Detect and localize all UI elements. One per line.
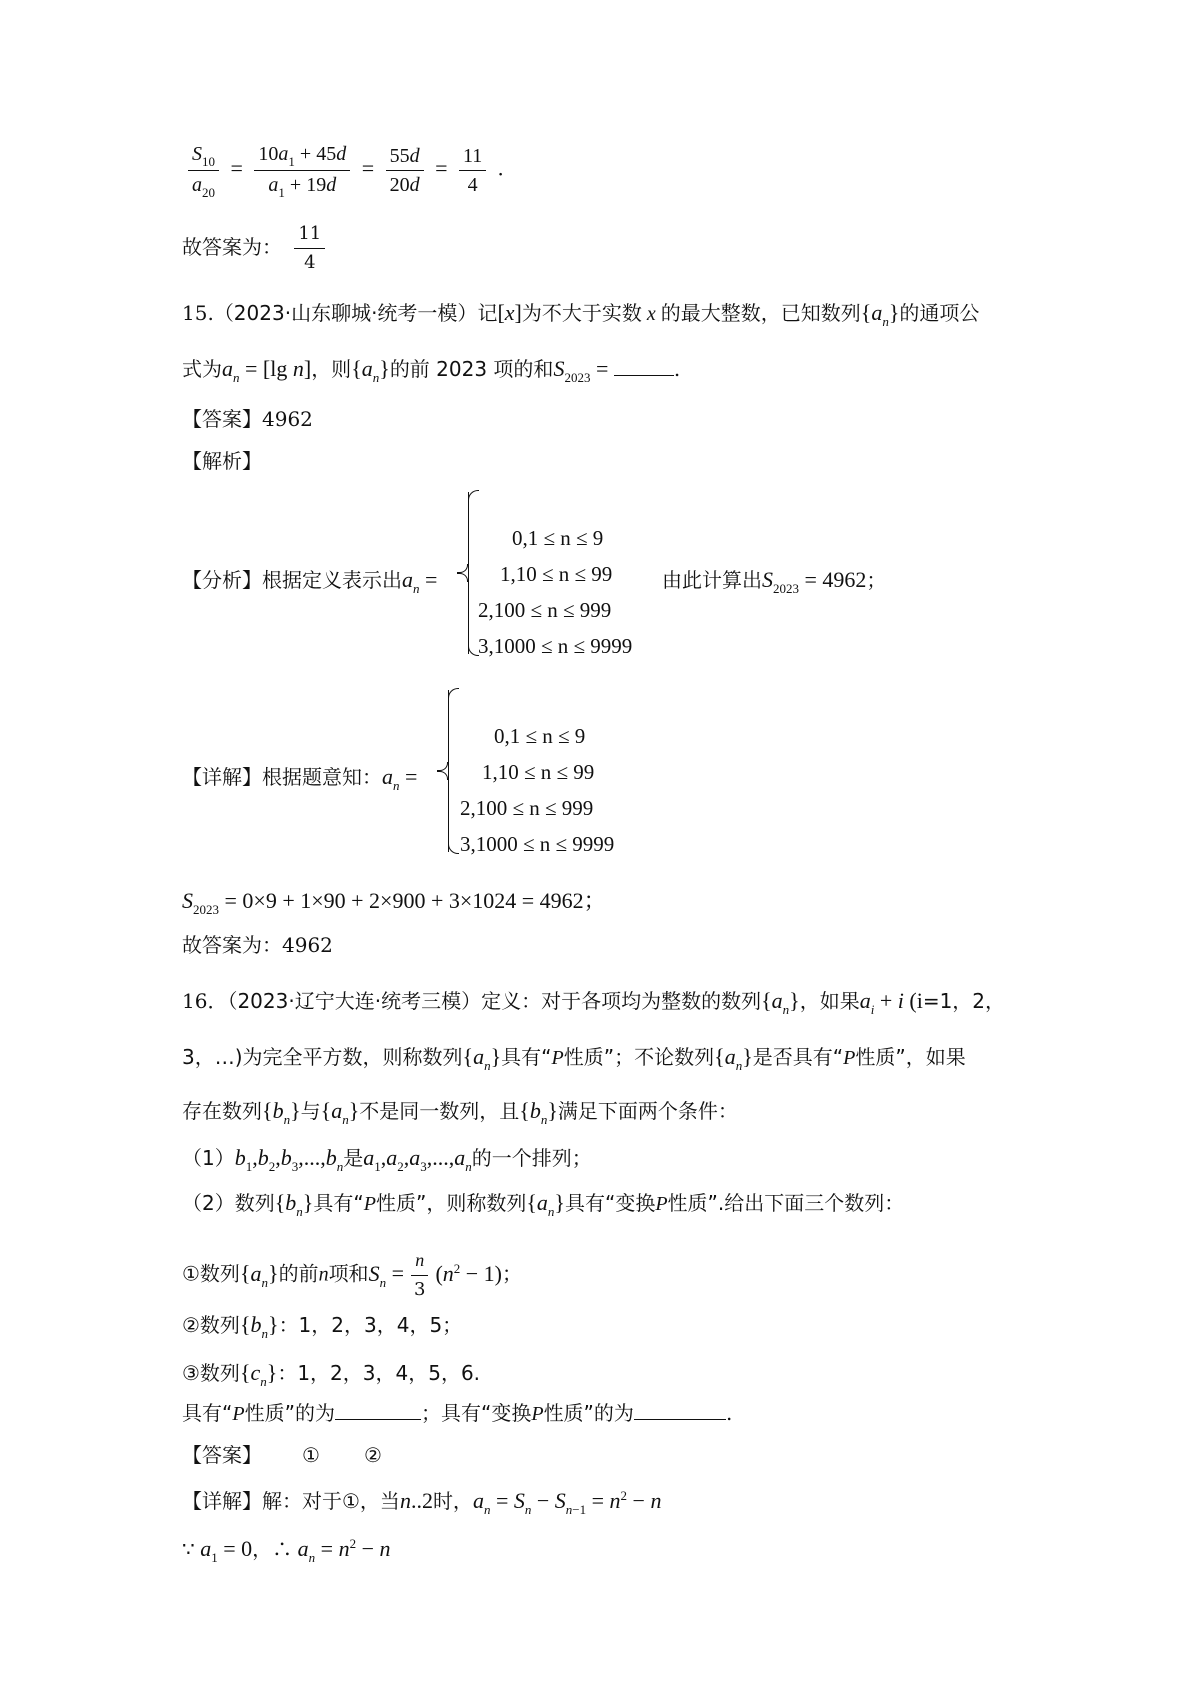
q16-text: ，如果 xyxy=(799,989,860,1013)
q16-line3: 存在数列$\{b_n\}$与$\{a_n\}$不是同一数列，且$\{b_n\}$满足下面两个条件： xyxy=(182,1098,738,1127)
q16-text: 性质”的为 xyxy=(543,1401,634,1425)
q16-text: 项和 xyxy=(328,1261,369,1286)
q15-text: 的前 2023 项的和 xyxy=(389,357,554,381)
q16-text: （2）数列 xyxy=(182,1191,275,1215)
q16-text: 是 xyxy=(343,1146,364,1170)
q16-answer xyxy=(182,1440,1110,1470)
q15-detail: 【详解】根据题意知：$a_n$ = xyxy=(182,764,418,793)
q16-text: 性质”，如果 xyxy=(855,1045,966,1069)
case-row: 2,100 ≤ n ≤ 999 xyxy=(460,796,594,820)
q16-text: 具有“ xyxy=(182,1401,233,1425)
q15-source: （2023·山东聊城·统考一模） xyxy=(213,301,478,325)
q16-text: ：1，2，3，4，5，6. xyxy=(277,1361,481,1385)
case-row: 1,10 ≤ n ≤ 99 xyxy=(482,760,595,784)
q16-text: 的一个排列； xyxy=(471,1146,592,1170)
q15-fenxi: 【分析】根据定义表示出$a_n$ = xyxy=(182,567,438,596)
q15-line2: 式为$a_n = [\lg$ n]，则$\{a_n\}$的前 2023 项的和$S_{2023}$ = . xyxy=(182,356,681,385)
q15-text: 的通项公 xyxy=(899,301,980,325)
q16-text: 3，…)为完全平方数，则称数列 xyxy=(182,1045,463,1069)
q15-text: 的最大整数，已知数列 xyxy=(660,301,861,325)
q16-text: 的前 xyxy=(278,1261,319,1286)
q16-item-1: ①数列$\{a_n\}$的前n项和$S_n$ = $\frac{n}{3}$ $(n^2 - 1)$； xyxy=(182,1250,522,1300)
ratio-formula: $\frac{S_{10}}{a_{20}}$ = $\frac{10a_1 + 45d}{a_1 + 19d}$ = $\frac{55d}{20d}$ = $\frac{11}{4}$ . xyxy=(182,142,1110,199)
q16-line2: 3，…)为完全平方数，则称数列$\{a_n\}$具有“P性质”；不论数列$\{a_n\}$是否具有“P性质”，如果 xyxy=(182,1044,966,1073)
q16-text: 性质”.给出下面三个数列： xyxy=(667,1191,905,1215)
q16-derivation: ∵ $a_1 = 0$，∴ $a_n = n^2 - n$ xyxy=(182,1536,391,1565)
case-row: 0,1 ≤ n ≤ 9 xyxy=(512,526,604,550)
q16-number: 16． xyxy=(182,989,228,1013)
final-prefix: 故答案为： xyxy=(182,933,282,957)
q16-line1: 16．（2023·辽宁大连·统考三模）定义：对于各项均为整数的数列$\{a_n\}$，如果$a_i + i$ (i=1，2， xyxy=(182,988,1006,1017)
answer-1: ① xyxy=(302,1443,320,1467)
answer-2: ② xyxy=(363,1443,382,1467)
q16-text: 具有“变换 xyxy=(564,1191,656,1215)
q16-item-2: ②数列$\{b_n\}$：1，2，3，4，5； xyxy=(182,1312,463,1341)
q15-text: ，则 xyxy=(311,357,352,381)
detail-label: 【详解】 xyxy=(182,765,262,789)
q16-text: 与 xyxy=(300,1099,321,1123)
answer-label: 【答案】 xyxy=(182,1443,262,1467)
q16-text: 存在数列 xyxy=(182,1099,262,1123)
q15-line1: 15.（2023·山东聊城·统考一模）记[x]为不大于实数 x 的最大整数，已知数列$\{a_n\}$的通项公 xyxy=(182,300,980,329)
q15-text: 记 xyxy=(477,301,498,325)
sum-expression: = 0×9 + 1×90 + 2×900 + 3×1024 = 4962 xyxy=(224,888,584,913)
final-value: 4962 xyxy=(282,933,333,957)
q16-text: ③数列 xyxy=(182,1361,240,1385)
q15-sum: $S_{2023} = 0\times 9 + 1\times 90 + 2\times 900 + 3\times 1024 = 4962$； xyxy=(182,888,606,917)
case-row: 2,100 ≤ n ≤ 999 xyxy=(478,598,612,622)
analysis-label: 【解析】 xyxy=(182,449,262,473)
q16-question: 具有“P性质”的为 ；具有“变换P性质”的为 . xyxy=(182,1401,733,1425)
q16-condition-2: （2）数列$\{b_n\}$具有“P性质”，则称数列$\{a_n\}$具有“变换P性质”.给出下面三个数列： xyxy=(182,1190,905,1219)
q16-text: 定义：对于各项均为整数的数列 xyxy=(481,989,762,1013)
q16-text: 性质”的为 xyxy=(244,1401,335,1425)
q15-number: 15. xyxy=(182,301,214,325)
answer-denominator: 4 xyxy=(304,252,316,273)
fenxi-label: 【分析】 xyxy=(182,568,262,592)
therefore-symbol: ∴ xyxy=(272,1537,293,1561)
q16-text: ②数列 xyxy=(182,1313,240,1337)
q16-source: （2023·辽宁大连·统考三模） xyxy=(227,989,482,1013)
q16-text: （1） xyxy=(182,1146,235,1170)
q15-answer xyxy=(182,404,1110,434)
detail-text: 解：对于①，当 xyxy=(262,1489,400,1513)
q16-condition-1: $(1)b_1,b_2,b_3,...,b_n$是$a_1,a_2,a_3,...,a_n$的一个排列； xyxy=(182,1145,592,1174)
answer-blank xyxy=(614,355,674,376)
q15-analysis xyxy=(182,446,1110,476)
answer-blank xyxy=(335,1399,421,1420)
previous-answer xyxy=(182,222,1110,275)
q15-text: 为不大于实数 xyxy=(521,301,642,325)
q16-text: 满足下面两个条件： xyxy=(557,1099,738,1123)
case-row: 3,1000 ≤ n ≤ 9999 xyxy=(478,634,633,658)
case-row: 1,10 ≤ n ≤ 99 xyxy=(500,562,613,586)
q16-text: 是否具有“ xyxy=(752,1045,844,1069)
q16-text: 性质”；不论数列 xyxy=(563,1045,715,1069)
q16-text: ①数列 xyxy=(182,1261,240,1286)
q16-item-3: ③数列$\{c_n\}$：1，2，3，4，5，6. xyxy=(182,1360,481,1389)
answer-numerator: 11 xyxy=(294,222,325,249)
q16-text: 具有“ xyxy=(501,1045,552,1069)
fenxi-text: 根据定义表示出 xyxy=(262,568,402,592)
fenxi-tail: 由此计算出$S_{2023} = 4962$； xyxy=(662,567,887,596)
q16-text: ：1，2，3，4，5； xyxy=(278,1313,463,1337)
q16-text: 性质”，则称数列 xyxy=(375,1191,527,1215)
answer-value: 4962 xyxy=(262,407,313,431)
detail-label: 【详解】 xyxy=(182,1489,262,1513)
answer-label: 【答案】 xyxy=(182,407,262,431)
q16-detail: 【详解】解：对于①，当n..2时，$a_n = S_n - S_{n-1} = n^2 - n$ xyxy=(182,1488,662,1517)
since-symbol: ∵ xyxy=(182,1537,195,1561)
q16-text: ；具有“变换 xyxy=(420,1401,532,1425)
detail-text: 时， xyxy=(432,1489,473,1513)
q16-text: 不是同一数列，且 xyxy=(359,1099,520,1123)
answer-prefix: 故答案为： xyxy=(182,235,282,259)
q15-final xyxy=(182,930,1110,960)
detail-text: 根据题意知： xyxy=(262,765,382,789)
q16-text: =1，2， xyxy=(922,989,1006,1013)
case-row: 0,1 ≤ n ≤ 9 xyxy=(494,724,586,748)
fenxi-tail-text: 由此计算出 xyxy=(662,568,762,592)
answer-blank xyxy=(634,1399,726,1420)
q16-text: 具有“ xyxy=(313,1191,364,1215)
case-row: 3,1000 ≤ n ≤ 9999 xyxy=(460,832,615,856)
q15-text: 式为 xyxy=(182,357,222,381)
